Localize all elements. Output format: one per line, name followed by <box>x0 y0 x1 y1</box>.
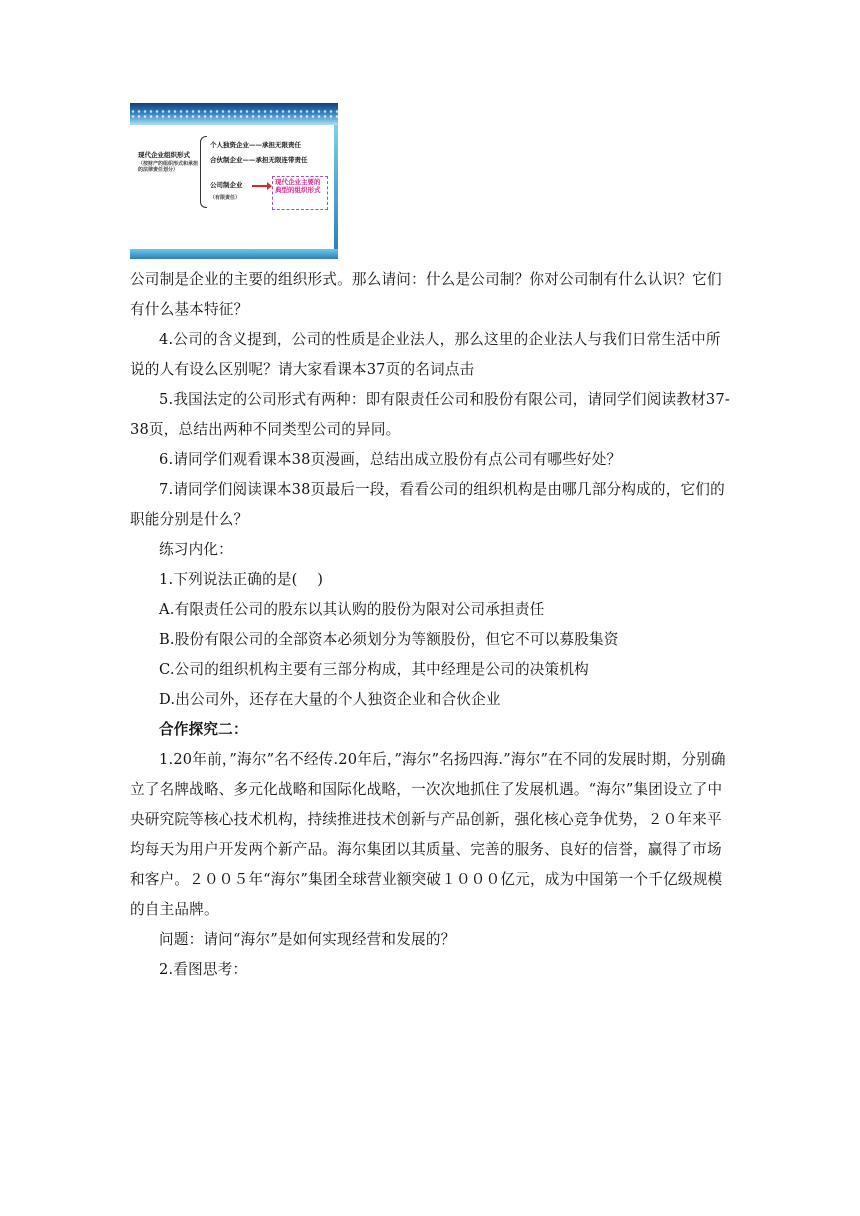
slide-row-partnership: 合伙制企业——承担无限连带责任 <box>210 156 308 164</box>
slide-image <box>130 103 338 259</box>
slide-top-band <box>130 103 338 125</box>
slide-right-edge <box>334 125 338 249</box>
paragraph-option-d: D.出公司外，还存在大量的个人独资企业和合伙企业 <box>159 691 501 708</box>
paragraph-q4: 4.公司的含义提到，公司的性质是企业法人，那么这里的企业法人与我们日常生活中所说的人有设么区别呢？请大家看课本37页的名词点击 <box>130 331 721 378</box>
section-heading-cooperation-2: 合作探究二： <box>159 721 248 738</box>
paragraph-practice-heading: 练习内化： <box>159 541 233 558</box>
slide-row-sole-proprietorship: 个人独资企业——承担无限责任 <box>210 141 301 149</box>
paragraph-haier-case: 1.20年前，”海尔”名不经传.20年后，”海尔”名扬四海.”海尔”在不同的发展时期，分别确立了名牌战略、多元化战略和国际化战略，一次次地抓住了发展机遇。“海尔”集团设立了中央研究院等核心技术机构，持续推进技术创新与产品创新，强化核心竞争优势，２０年来平均每天为用户开发两个新产品。海尔集团以其质量、完善的服务、良好的信誉，赢得了市场和客户。２００５年“海尔”集团全球营业额突破１０００亿元，成为中国第一个千亿级规模的自主品牌。 <box>130 751 726 918</box>
paragraph-q5: 5.我国法定的公司形式有两种：即有限责任公司和股份有限公司，请同学们阅读教材37-38页，总结出两种不同类型公司的异同。 <box>130 391 731 438</box>
slide-bottom-band <box>130 249 338 259</box>
paragraph-q6: 6.请同学们观看课本38页漫画，总结出成立股份有点公司有哪些好处？ <box>159 451 622 468</box>
slide-brace <box>200 136 207 208</box>
paragraph-look-and-think: 2.看图思考： <box>159 961 248 978</box>
slide-subtitle: （按财产的组织形式和承担的法律责任划分） <box>138 161 199 173</box>
slide-row-company-note: （有限责任） <box>210 195 241 201</box>
paragraph-question-1: 1.下列说法正确的是( ) <box>159 571 324 588</box>
paragraph-option-b: B.股份有限公司的全部资本必须划分为等额股份，但它不可以募股集资 <box>159 631 619 648</box>
slide-row-company: 公司制企业 <box>210 181 243 189</box>
paragraph-company-system: 公司制是企业的主要的组织形式。那么请问：什么是公司制？你对公司制有什么认识？它们有什么基本特征？ <box>130 271 722 318</box>
slide-title: 现代企业组织形式 <box>138 151 190 159</box>
arrow-icon <box>252 185 268 187</box>
paragraph-q7: 7.请同学们阅读课本38页最后一段，看看公司的组织机构是由哪几部分构成的，它们的职能分别是什么？ <box>130 481 725 528</box>
slide-highlight-box: 现代企业主要的典型的组织形式 <box>272 176 328 210</box>
paragraph-haier-question: 问题：请问“海尔”是如何实现经营和发展的？ <box>159 931 456 948</box>
paragraph-option-c: C.公司的组织机构主要有三部分构成，其中经理是公司的决策机构 <box>159 661 589 678</box>
paragraph-option-a: A.有限责任公司的股东以其认购的股份为限对公司承担责任 <box>159 601 545 618</box>
